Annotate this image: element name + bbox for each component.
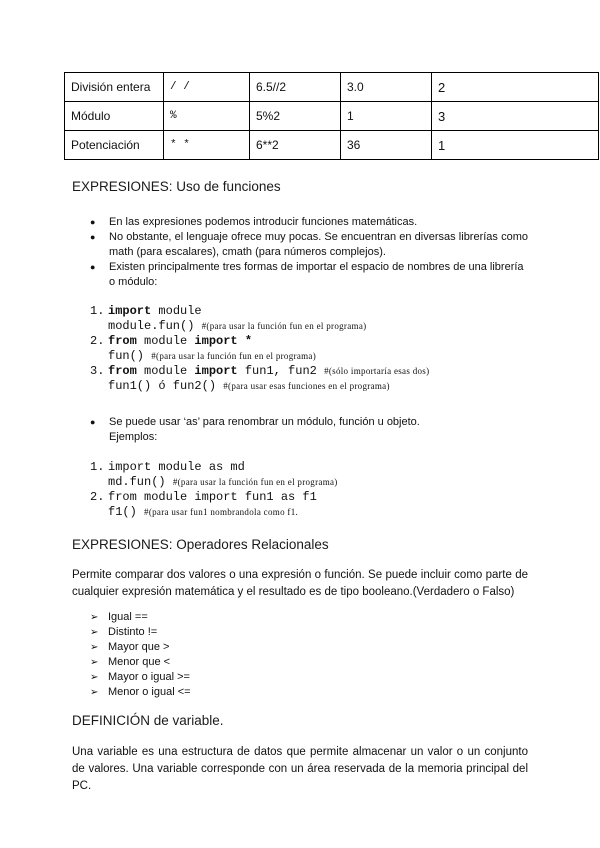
table-cell: 6.5//2 <box>250 73 341 102</box>
code-comment: #(para usar esas funciones en el programa) <box>223 381 390 391</box>
table-cell: % <box>164 102 250 131</box>
table-cell: 1 <box>341 102 432 131</box>
list-item: ➢ Igual == <box>90 610 390 625</box>
operators-table <box>64 72 599 160</box>
table-row <box>65 131 599 160</box>
relational-operators-list <box>90 610 390 700</box>
code-line: f1() #(para usar fun1 nombrandola como f1. <box>108 505 299 519</box>
as-bullet-list <box>90 415 530 445</box>
table-cell: / / <box>164 73 250 102</box>
list-item: 1. import module as md <box>90 460 245 474</box>
code-comment: #(para usar la función fun en el programa) <box>201 321 367 331</box>
list-item: ➢ Distinto != <box>90 625 390 640</box>
code-line: md.fun() #(para usar la función fun en el programa) <box>108 475 338 489</box>
table-cell: 3.0 <box>341 73 432 102</box>
table-row <box>65 73 599 102</box>
code-line: fun1() ó fun2() #(para usar esas funciones en el programa) <box>108 379 390 393</box>
section-variable-title: DEFINICIÓN de variable. <box>72 713 224 728</box>
list-item: ➢ Menor o igual <= <box>90 685 390 700</box>
list-item: 3. from module import fun1, fun2 #(sólo importaría esas dos) <box>90 364 430 378</box>
list-item: ➢ Mayor que > <box>90 640 390 655</box>
list-item: 1. import module <box>90 304 202 318</box>
table-cell: Potenciación <box>65 131 164 160</box>
section-relational-title: EXPRESIONES: Operadores Relacionales <box>72 537 329 552</box>
code-comment: #(para usar la función fun en el programa) <box>151 351 317 361</box>
list-item: ➢ Mayor o igual >= <box>90 670 390 685</box>
table-cell: División entera <box>65 73 164 102</box>
list-item: ● Se puede usar ‘as’ para renombrar un módulo, función u objeto. Ejemplos: <box>90 415 530 445</box>
code-comment: #(para usar la función fun en el programa) <box>172 477 338 487</box>
table-cell: * * <box>164 131 250 160</box>
as-examples-list <box>90 460 530 520</box>
examples-label: Ejemplos: <box>109 431 158 443</box>
import-forms-list <box>90 304 530 394</box>
table-cell: 5%2 <box>250 102 341 131</box>
variable-paragraph: Una variable es una estructura de datos que permite almacenar un valor o un conjunto de valores. Una variable corresponde con un área reservada de la memoria principal del PC. <box>72 746 528 792</box>
table-cell: 1 <box>432 131 599 160</box>
list-item: ● No obstante, el lenguaje ofrece muy pocas. Se encuentran en diversas librerías como math (para escalares), cmath (para números complejos). <box>90 230 528 260</box>
table-cell: Módulo <box>65 102 164 131</box>
code-line: fun() #(para usar la función fun en el programa) <box>108 349 317 363</box>
list-item: 2. from module import * <box>90 334 253 348</box>
list-item: ● Existen principalmente tres formas de importar el espacio de nombres de una librería o módulo: <box>90 260 528 290</box>
code-comment: #(para usar fun1 nombrandola como f1. <box>144 507 299 517</box>
functions-bullet-list <box>90 215 528 290</box>
table-cell: 36 <box>341 131 432 160</box>
relational-paragraph: Permite comparar dos valores o una expresión o función. Se puede incluir como parte de cualquier expresión matemática y el resultado es de tipo booleano.(Verdadero o Falso) <box>72 569 528 598</box>
code-line: module.fun() #(para usar la función fun en el programa) <box>108 319 367 333</box>
table-cell: 3 <box>432 102 599 131</box>
section-functions-title: EXPRESIONES: Uso de funciones <box>72 179 281 194</box>
table-cell: 6**2 <box>250 131 341 160</box>
list-item: 2. from module import fun1 as f1 <box>90 490 317 504</box>
code-comment: #(sólo importaría esas dos) <box>324 366 430 376</box>
table-cell: 2 <box>432 73 599 102</box>
table-row <box>65 102 599 131</box>
list-item: ● En las expresiones podemos introducir funciones matemáticas. <box>90 215 528 230</box>
list-item: ➢ Menor que < <box>90 655 390 670</box>
